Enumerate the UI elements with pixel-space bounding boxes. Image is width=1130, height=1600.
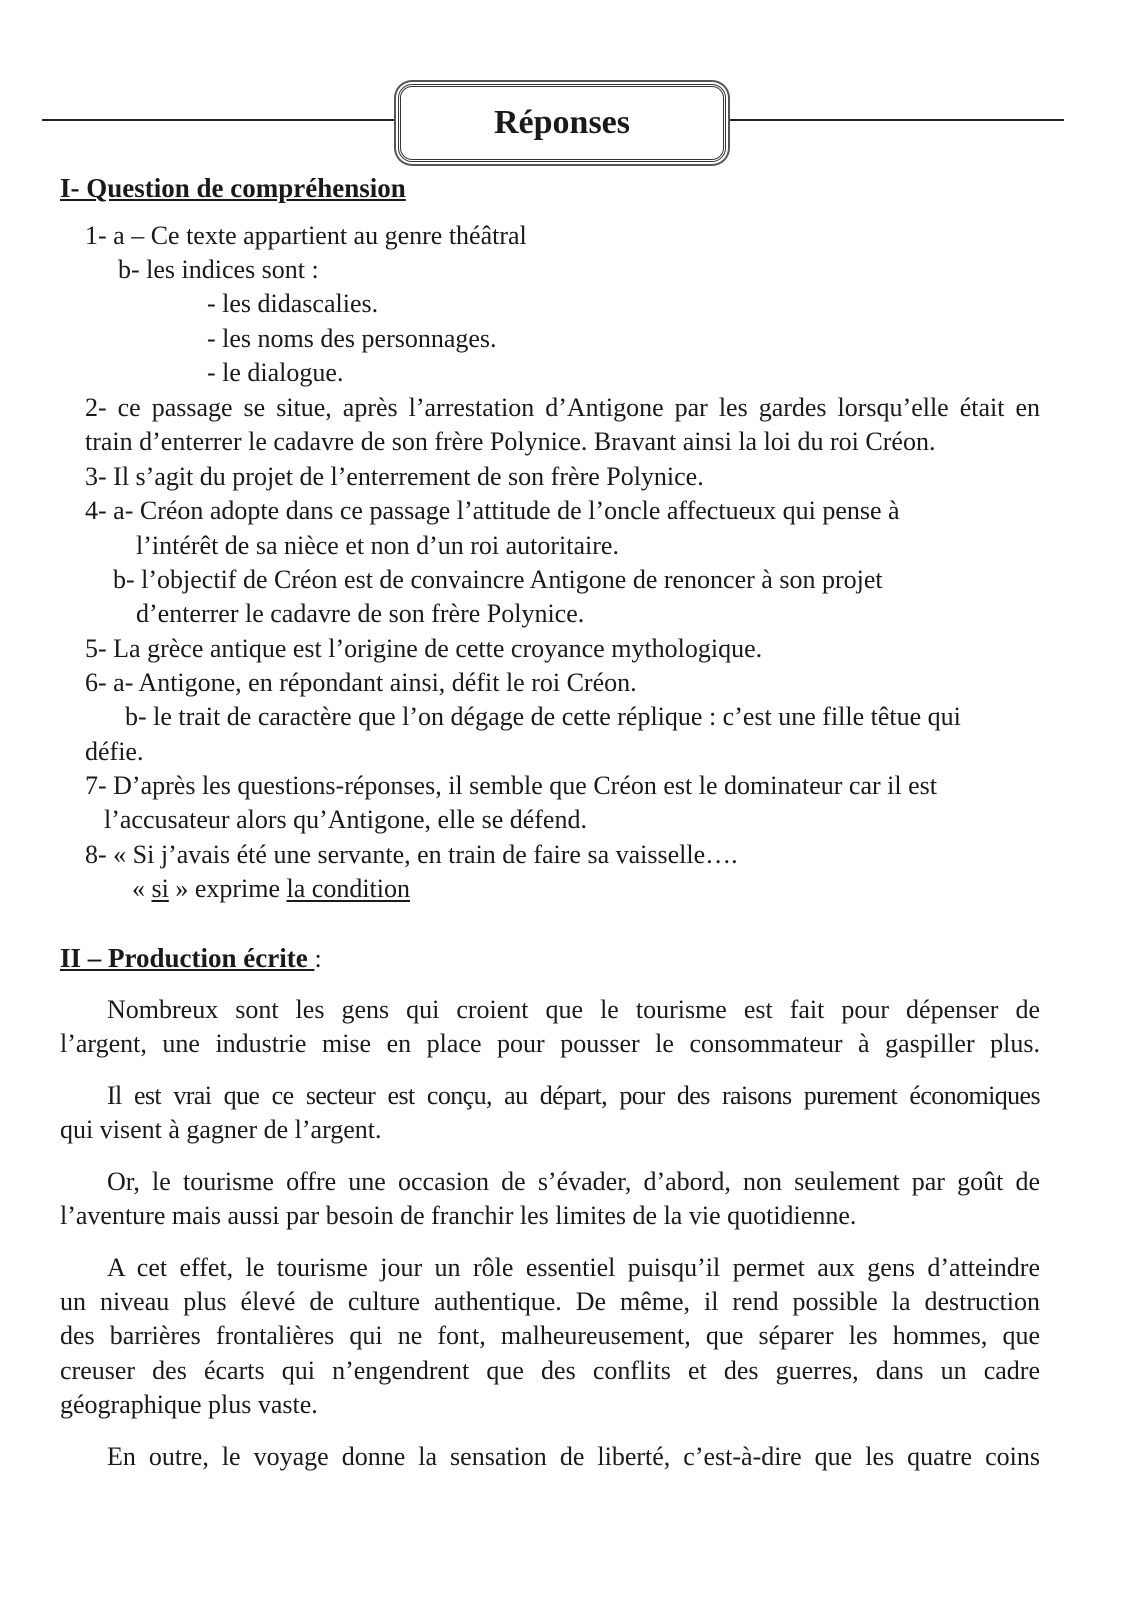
section2-heading-text: II – Production écrite xyxy=(60,943,315,973)
answer-line: 6- a- Antigone, en répondant ainsi, défit le roi Créon. xyxy=(85,668,637,697)
answer-line: b- le trait de caractère que l’on dégage de cette réplique : c’est une fille têtue qui xyxy=(125,702,961,731)
title-rule-left xyxy=(42,119,402,121)
section1-heading: I- Question de compréhension xyxy=(60,173,406,203)
answer-line: b- les indices sont : xyxy=(118,255,319,284)
answer-line: - les noms des personnages. xyxy=(207,324,497,353)
quote-mid: » exprime xyxy=(168,874,287,903)
title-rule-right xyxy=(716,119,1064,121)
essay-line: A cet effet, le tourisme jour un rôle essentiel puisqu’il permet aux gens d’atteindre xyxy=(107,1253,1040,1282)
answer-line: 7- D’après les questions-réponses, il semble que Créon est le dominateur car il est xyxy=(85,771,937,800)
answer-line: - les didascalies. xyxy=(207,289,379,318)
heading-colon: : xyxy=(314,944,322,973)
answer-line: d’enterrer le cadavre de son frère Polynice. xyxy=(136,599,585,628)
essay-line: Nombreux sont les gens qui croient que le tourisme est fait pour dépenser de xyxy=(107,995,1040,1024)
answer-line: l’intérêt de sa nièce et non d’un roi autoritaire. xyxy=(136,531,619,560)
answer-line: 3- Il s’agit du projet de l’enterrement de son frère Polynice. xyxy=(85,462,704,491)
answer-line: 5- La grèce antique est l’origine de cette croyance mythologique. xyxy=(85,634,763,663)
page-title: Réponses xyxy=(493,104,631,141)
answer-line: 1- a – Ce texte appartient au genre théâtral xyxy=(85,221,527,250)
answer-line: - le dialogue. xyxy=(207,358,344,387)
answer-line: train d’enterrer le cadavre de son frère Polynice. Bravant ainsi la loi du roi Créon. xyxy=(85,427,936,456)
answer-line: b- l’objectif de Créon est de convaincre Antigone de renoncer à son projet xyxy=(113,565,883,594)
essay-line: qui visent à gagner de l’argent. xyxy=(60,1115,382,1144)
essay-line: des barrières frontalières qui ne font, malheureusement, que séparer les hommes, que xyxy=(60,1321,1040,1350)
answer-line: 8- « Si j’avais été une servante, en train de faire sa vaisselle…. xyxy=(85,840,738,869)
answer-line: l’accusateur alors qu’Antigone, elle se défend. xyxy=(104,805,587,834)
essay-line: un niveau plus élevé de culture authentique. De même, il rend possible la destruction xyxy=(60,1287,1040,1316)
essay-line: l’aventure mais aussi par besoin de franchir les limites de la vie quotidienne. xyxy=(60,1201,857,1230)
essay-line: géographique plus vaste. xyxy=(60,1390,318,1419)
underlined-si: si xyxy=(151,874,169,903)
answer-line-si xyxy=(132,874,410,904)
answer-line: 2- ce passage se situe, après l’arrestation d’Antigone par les gardes lorsqu’elle était en xyxy=(85,393,1040,422)
essay-line: En outre, le voyage donne la sensation de liberté, c’est-à-dire que les quatre coins xyxy=(107,1442,1040,1471)
essay-line: l’argent, une industrie mise en place pour pousser le consommateur à gaspiller plus. xyxy=(60,1029,1040,1058)
title-frame xyxy=(398,84,726,162)
answer-line: défie. xyxy=(85,737,144,766)
essay-line: Or, le tourisme offre une occasion de s’évader, d’abord, non seulement par goût de xyxy=(107,1167,1040,1196)
section2-heading xyxy=(60,943,322,974)
essay-line: creuser des écarts qui n’engendrent que des conflits et des guerres, dans un cadre xyxy=(60,1356,1040,1385)
answer-line: 4- a- Créon adopte dans ce passage l’attitude de l’oncle affectueux qui pense à xyxy=(85,496,900,525)
underlined-condition: la condition xyxy=(286,874,411,903)
essay-line: Il est vrai que ce secteur est conçu, au départ, pour des raisons purement économiques xyxy=(107,1081,1040,1110)
quote-open: « xyxy=(132,874,152,903)
